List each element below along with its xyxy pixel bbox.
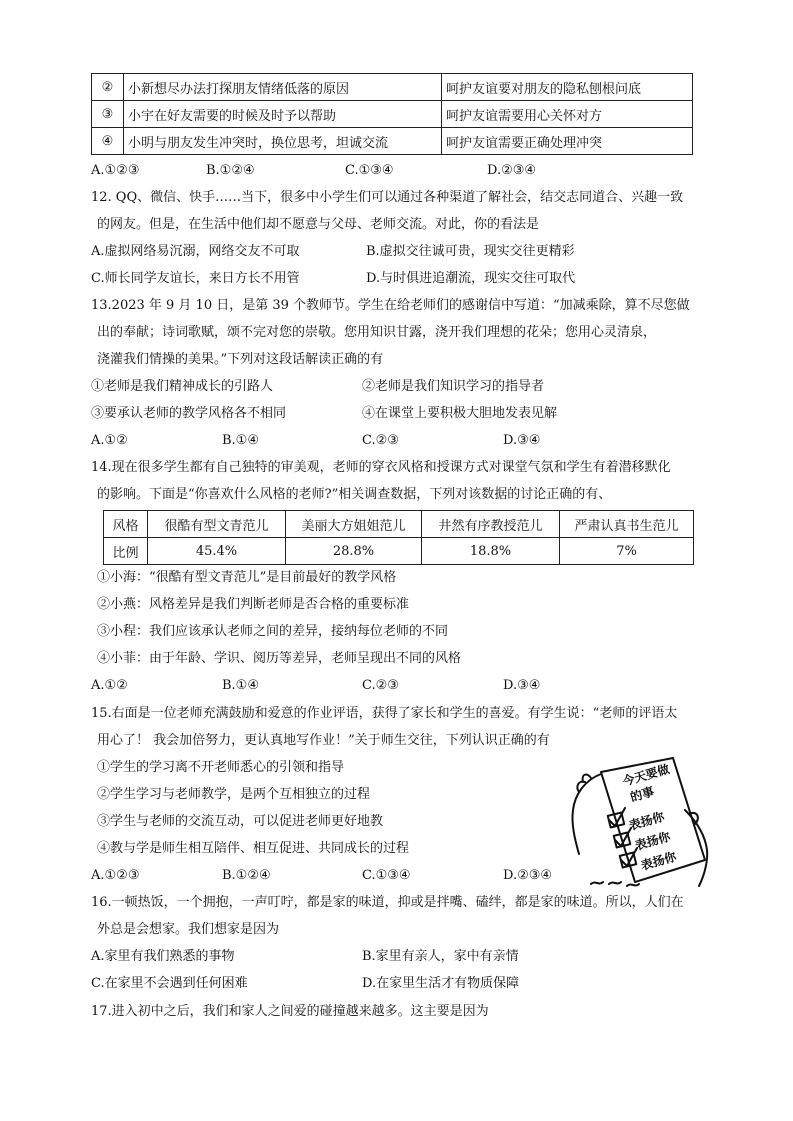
option-a[interactable]: A.①②③ — [91, 163, 140, 178]
question-text: 的网友。但是，在生活中他们却不愿意与父母、老师交流。对此，你的看法是 — [97, 217, 540, 232]
question-text: 14.现在很多学生都有自己独特的审美观，老师的穿衣风格和授课方式对课堂气氛和学生有着潜移默化 — [91, 460, 671, 475]
statement-item: ③学生与老师的交流互动，可以促进老师更好地教 — [97, 814, 384, 829]
ratio-cell: 7% — [560, 538, 694, 565]
row-number: ③ — [92, 101, 124, 128]
style-cell: 很酷有型文青范儿 — [148, 511, 286, 538]
option-c[interactable]: C.②③ — [362, 678, 399, 693]
question-text: 用心了！ 我会加倍努力，更认真地写作业！”关于师生交往，下列认识正确的有 — [97, 733, 550, 748]
style-cell: 严肃认真书生范儿 — [560, 511, 694, 538]
option-c[interactable]: C.①③④ — [345, 163, 394, 178]
row-action: 小新想尽办法打探朋友情绪低落的原因 — [124, 74, 442, 101]
note-item: 表扬你 — [627, 809, 666, 833]
question-text: 的影响。下面是“你喜欢什么风格的老师?”相关调查数据，下列对该数据的讨论正确的有、 — [97, 487, 612, 502]
row-header: 风格 — [104, 511, 148, 538]
table-row — [92, 74, 693, 101]
left-hand — [572, 774, 601, 854]
statement-item: ②老师是我们知识学习的指导者 — [362, 379, 545, 394]
ratio-cell: 28.8% — [286, 538, 422, 565]
option-a[interactable]: A.虚拟网络易沉溺，网络交友不可取 — [91, 244, 300, 259]
row-number: ④ — [92, 128, 124, 155]
option-b[interactable]: B.①②④ — [222, 868, 271, 883]
statement-item: ③小程：我们应该承认老师之间的差异，接纳每位老师的不同 — [97, 624, 449, 639]
style-cell: 美丽大方姐姐范儿 — [286, 511, 422, 538]
row-reason: 呵护友谊需要正确处理冲突 — [442, 128, 693, 155]
right-hand — [685, 810, 707, 886]
praise-note-illustration — [565, 750, 715, 890]
option-b[interactable]: B.虚拟交往诚可贵，现实交往更精彩 — [366, 244, 575, 259]
option-d[interactable]: D.③④ — [503, 678, 541, 693]
statement-item: ①学生的学习离不开老师悉心的引领和指导 — [97, 760, 345, 775]
option-a[interactable]: A.①②③ — [91, 868, 140, 883]
question-text: 浇灌我们情操的美果。”下列对这段话解读正确的有 — [97, 352, 384, 367]
survey-table — [103, 510, 694, 565]
option-c[interactable]: C.②③ — [362, 433, 399, 448]
statement-item: ③要承认老师的教学风格各不相同 — [91, 406, 287, 421]
table-row — [104, 511, 694, 538]
option-d[interactable]: D.②③④ — [503, 868, 553, 883]
question-text: 15.右面是一位老师充满鼓励和爱意的作业评语，获得了家长和学生的喜爱。有学生说：“老师的评语太 — [91, 706, 678, 721]
option-c[interactable]: C.在家里不会遇到任何困难 — [91, 976, 248, 991]
friendship-table — [91, 73, 693, 155]
question-text: 16.一顿热饭，一个拥抱，一声叮咛，都是家的味道，抑或是拌嘴、磕绊，都是家的味道。所以，人们在 — [91, 895, 684, 910]
row-action: 小宇在好友需要的时候及时予以帮助 — [124, 101, 442, 128]
option-d[interactable]: D.②③④ — [487, 163, 537, 178]
note-title: 今天要做 — [621, 761, 672, 789]
statement-item: ②学生学习与老师教学，是两个互相独立的过程 — [97, 787, 371, 802]
option-d[interactable]: D.③④ — [503, 433, 541, 448]
note-title: 的事 — [628, 784, 656, 805]
row-header: 比例 — [104, 538, 148, 565]
statement-item: ②小燕：风格差异是我们判断老师是否合格的重要标准 — [97, 597, 410, 612]
ratio-cell: 18.8% — [422, 538, 560, 565]
question-text: 12. QQ、微信、快手……当下，很多中小学生们可以通过各种渠道了解社会，结交志同道合、兴趣一致 — [91, 190, 684, 205]
table-row — [92, 101, 693, 128]
option-c[interactable]: C.师长同学友谊长，来日方长不用管 — [91, 271, 300, 286]
style-cell: 井然有序教授范儿 — [422, 511, 560, 538]
statement-item: ④小菲：由于年龄、学识、阅历等差异，老师呈现出不同的风格 — [97, 651, 462, 666]
option-d[interactable]: D.在家里生活才有物质保障 — [362, 976, 520, 991]
option-a[interactable]: A.①② — [91, 678, 128, 693]
row-action: 小明与朋友发生冲突时，换位思考，坦诚交流 — [124, 128, 442, 155]
table-row — [92, 128, 693, 155]
note-item: 表扬你 — [633, 829, 672, 853]
row-number: ② — [92, 74, 124, 101]
question-text: 外总是会想家。我们想家是因为 — [97, 922, 280, 937]
option-c[interactable]: C.①③④ — [362, 868, 411, 883]
table-row — [104, 538, 694, 565]
option-b[interactable]: B.①②④ — [206, 163, 255, 178]
question-text: 出的奉献；诗词歌赋，颂不完对您的崇敬。您用知识甘露，浇开我们理想的花朵；您用心灵清泉， — [97, 325, 657, 340]
option-b[interactable]: B.①④ — [222, 433, 259, 448]
option-a[interactable]: A.家里有我们熟悉的事物 — [91, 949, 235, 964]
question-text: 17.进入初中之后，我们和家人之间爱的碰撞越来越多。这主要是因为 — [91, 1004, 489, 1019]
statement-item: ④教与学是师生相互陪伴、相互促进、共同成长的过程 — [97, 841, 410, 856]
note-item: 表扬你 — [639, 849, 678, 873]
row-reason: 呵护友谊要对朋友的隐私刨根问底 — [442, 74, 693, 101]
statement-item: ①小海：“很酷有型文青范儿”是目前最好的教学风格 — [97, 570, 397, 585]
statement-item: ①老师是我们精神成长的引路人 — [91, 379, 274, 394]
ratio-cell: 45.4% — [148, 538, 286, 565]
option-a[interactable]: A.①② — [91, 433, 128, 448]
question-text: 13.2023 年 9 月 10 日，是第 39 个教师节。学生在给老师们的感谢信中写道：“加减乘除，算不尽您做 — [91, 298, 690, 313]
statement-item: ④在课堂上要积极大胆地发表见解 — [362, 406, 558, 421]
option-d[interactable]: D.与时俱进追潮流，现实交往可取代 — [366, 271, 576, 286]
row-reason: 呵护友谊需要用心关怀对方 — [442, 101, 693, 128]
option-b[interactable]: B.①④ — [222, 678, 259, 693]
option-b[interactable]: B.家里有亲人，家中有亲情 — [362, 949, 519, 964]
